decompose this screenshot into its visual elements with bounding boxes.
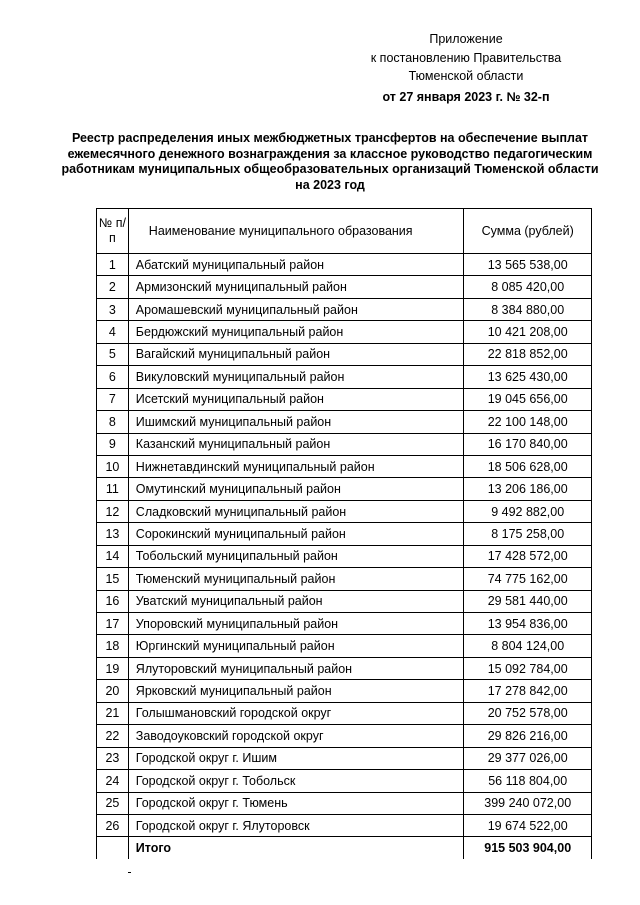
table-row	[97, 657, 592, 679]
row-number: 10	[97, 455, 129, 477]
row-sum: 16 170 840,00	[464, 433, 592, 455]
row-name: Ярковский муниципальный район	[128, 680, 464, 702]
total-label: Итого	[128, 837, 464, 859]
row-sum: 15 092 784,00	[464, 657, 592, 679]
table-row	[97, 523, 592, 545]
row-name: Аромашевский муниципальный район	[128, 298, 464, 320]
row-number: 11	[97, 478, 129, 500]
row-sum: 13 206 186,00	[464, 478, 592, 500]
table-row	[97, 298, 592, 320]
row-sum: 399 240 072,00	[464, 792, 592, 814]
row-sum: 13 565 538,00	[464, 254, 592, 276]
document-title: Реестр распределения иных межбюджетных трансфертов на обеспечение выплат ежемесячного денежного вознаграждения за классное руководство педагогическим работникам муниципальных общеобразовательных организаций Тюменской области на 2023 год	[61, 131, 599, 192]
table-row	[97, 321, 592, 343]
row-name: Ишимский муниципальный район	[128, 411, 464, 433]
total-num	[97, 837, 129, 859]
row-number: 15	[97, 568, 129, 590]
row-sum: 19 674 522,00	[464, 814, 592, 836]
row-name: Абатский муниципальный район	[128, 254, 464, 276]
row-number: 17	[97, 613, 129, 635]
row-sum: 17 278 842,00	[464, 680, 592, 702]
table-row	[97, 254, 592, 276]
row-sum: 22 818 852,00	[464, 343, 592, 365]
row-number: 6	[97, 366, 129, 388]
row-name: Казанский муниципальный район	[128, 433, 464, 455]
row-name: Сорокинский муниципальный район	[128, 523, 464, 545]
row-number: 20	[97, 680, 129, 702]
table-row	[97, 814, 592, 836]
row-number: 5	[97, 343, 129, 365]
row-name: Городской округ г. Ишим	[128, 747, 464, 769]
row-number: 2	[97, 276, 129, 298]
table-row	[97, 388, 592, 410]
table-row	[97, 680, 592, 702]
row-number: 22	[97, 725, 129, 747]
total-sum: 915 503 904,00	[464, 837, 592, 859]
row-name: Городской округ г. Ялуторовск	[128, 814, 464, 836]
table-row	[97, 366, 592, 388]
table-row	[97, 702, 592, 724]
table-row	[97, 725, 592, 747]
row-number: 12	[97, 500, 129, 522]
row-name: Заводоуковский городской округ	[128, 725, 464, 747]
row-number: 8	[97, 411, 129, 433]
header-name: Наименование муниципального образования	[128, 209, 464, 254]
row-name: Викуловский муниципальный район	[128, 366, 464, 388]
row-number: 16	[97, 590, 129, 612]
page-mark	[128, 872, 131, 873]
row-name: Сладковский муниципальный район	[128, 500, 464, 522]
row-name: Юргинский муниципальный район	[128, 635, 464, 657]
row-sum: 13 954 836,00	[464, 613, 592, 635]
table-row	[97, 590, 592, 612]
registry-table	[96, 208, 592, 859]
row-name: Исетский муниципальный район	[128, 388, 464, 410]
appendix-line: Приложение	[429, 32, 503, 46]
row-number: 14	[97, 545, 129, 567]
row-name: Упоровский муниципальный район	[128, 613, 464, 635]
table-row	[97, 568, 592, 590]
row-sum: 18 506 628,00	[464, 455, 592, 477]
row-number: 21	[97, 702, 129, 724]
row-name: Тюменский муниципальный район	[128, 568, 464, 590]
row-number: 4	[97, 321, 129, 343]
table-row	[97, 455, 592, 477]
total-row	[97, 837, 592, 859]
row-number: 3	[97, 298, 129, 320]
table-header-row	[97, 209, 592, 254]
row-sum: 56 118 804,00	[464, 770, 592, 792]
appendix-block	[336, 30, 596, 106]
resolution-date: от 27 января 2023 г. № 32-п	[382, 89, 550, 104]
table-row	[97, 478, 592, 500]
row-sum: 10 421 208,00	[464, 321, 592, 343]
table-row	[97, 411, 592, 433]
row-sum: 20 752 578,00	[464, 702, 592, 724]
row-sum: 17 428 572,00	[464, 545, 592, 567]
row-name: Тобольский муниципальный район	[128, 545, 464, 567]
table-row	[97, 770, 592, 792]
row-number: 13	[97, 523, 129, 545]
row-name: Городской округ г. Тобольск	[128, 770, 464, 792]
table-row	[97, 276, 592, 298]
row-name: Армизонский муниципальный район	[128, 276, 464, 298]
table-row	[97, 792, 592, 814]
table-row	[97, 635, 592, 657]
row-sum: 8 384 880,00	[464, 298, 592, 320]
table-row	[97, 613, 592, 635]
row-sum: 19 045 656,00	[464, 388, 592, 410]
table-row	[97, 343, 592, 365]
row-number: 25	[97, 792, 129, 814]
row-name: Голышмановский городской округ	[128, 702, 464, 724]
row-sum: 8 085 420,00	[464, 276, 592, 298]
row-name: Нижнетавдинский муниципальный район	[128, 455, 464, 477]
row-name: Уватский муниципальный район	[128, 590, 464, 612]
row-sum: 29 581 440,00	[464, 590, 592, 612]
table-row	[97, 747, 592, 769]
row-name: Бердюжский муниципальный район	[128, 321, 464, 343]
row-sum: 29 826 216,00	[464, 725, 592, 747]
row-sum: 8 175 258,00	[464, 523, 592, 545]
table-body	[97, 254, 592, 859]
row-number: 7	[97, 388, 129, 410]
row-sum: 13 625 430,00	[464, 366, 592, 388]
row-number: 23	[97, 747, 129, 769]
row-name: Омутинский муниципальный район	[128, 478, 464, 500]
row-name: Ялуторовский муниципальный район	[128, 657, 464, 679]
appendix-line: к постановлению Правительства	[370, 50, 562, 65]
row-name: Городской округ г. Тюмень	[128, 792, 464, 814]
header-num: № п/п	[97, 209, 129, 254]
header-sum: Сумма (рублей)	[464, 209, 592, 254]
row-number: 9	[97, 433, 129, 455]
row-number: 19	[97, 657, 129, 679]
row-number: 24	[97, 770, 129, 792]
table-row	[97, 500, 592, 522]
row-sum: 8 804 124,00	[464, 635, 592, 657]
row-name: Вагайский муниципальный район	[128, 343, 464, 365]
row-number: 26	[97, 814, 129, 836]
row-sum: 74 775 162,00	[464, 568, 592, 590]
row-number: 18	[97, 635, 129, 657]
row-sum: 22 100 148,00	[464, 411, 592, 433]
row-sum: 29 377 026,00	[464, 747, 592, 769]
appendix-line: Тюменской области	[408, 69, 524, 83]
table-row	[97, 545, 592, 567]
row-number: 1	[97, 254, 129, 276]
row-sum: 9 492 882,00	[464, 500, 592, 522]
table-row	[97, 433, 592, 455]
